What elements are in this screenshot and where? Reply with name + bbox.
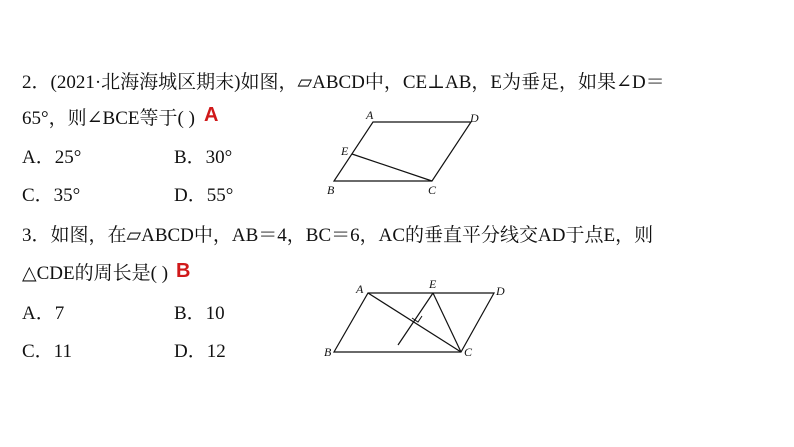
q3-label-a: A [356, 282, 364, 296]
q2-stem-line1: 2．(2021·北海海城区期末)如图，▱ABCD中，CE⊥AB，E为垂足，如果∠D＝ [22, 72, 665, 93]
q2-parallelogram [334, 122, 471, 181]
q3-label-d: D [496, 284, 505, 298]
q2-segment-ce [352, 154, 432, 181]
q3-label-b: B [324, 345, 332, 359]
q3-option-d: D．12 [174, 341, 226, 362]
q2-label-c: C [428, 183, 437, 197]
q2-option-c: C．35° [22, 185, 81, 206]
q2-label-b: B [327, 183, 335, 197]
q2-option-b: B．30° [174, 147, 233, 168]
q2-option-a: A．25° [22, 147, 82, 168]
q3-option-a: A．7 [22, 303, 65, 324]
q2-option-d: D．55° [174, 185, 234, 206]
q3-label-c: C [464, 345, 473, 359]
q2-blank-close: ) [183, 108, 195, 129]
q3-option-c: C．11 [22, 341, 72, 362]
q2-stem-line2 [22, 107, 195, 131]
q3-parallelogram-figure [318, 276, 518, 361]
q2-label-a: A [366, 108, 374, 122]
q3-blank-close: ) [156, 263, 169, 284]
q3-option-b: B．10 [174, 303, 225, 324]
q2-label-d: D [470, 111, 479, 125]
q3-stem-line2 [22, 262, 168, 286]
q2-parallelogram-figure [318, 108, 508, 198]
q3-answer-mark: B [176, 260, 191, 282]
q2-answer-mark: A [204, 104, 219, 126]
q2-label-e: E [341, 144, 349, 158]
q3-perpendicular-bisector [398, 293, 433, 345]
q3-label-e: E [429, 277, 437, 291]
q3-stem-line1: 3．如图，在▱ABCD中，AB＝4，BC＝6，AC的垂直平分线交AD于点E，则 [22, 225, 654, 246]
q3-stem-line2-text: △CDE的周长是( [22, 263, 157, 284]
q2-stem-line2-text: 65°，则∠BCE等于( [22, 108, 184, 129]
